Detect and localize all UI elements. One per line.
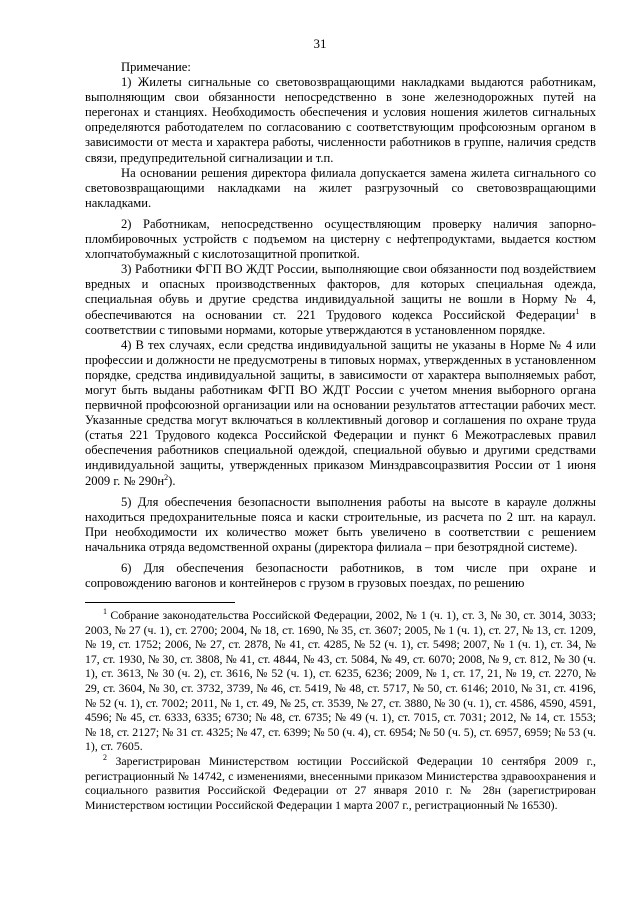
item-text: На основании решения директора филиала допускается замена жилета сигнального со световозвращающими накладками на жилет разгрузочный со световозвращающими накладками. — [85, 165, 596, 210]
page-number: 31 — [313, 36, 327, 51]
note-item-1 — [85, 75, 596, 166]
footnote-2 — [85, 754, 596, 812]
item-number: 6) — [121, 561, 132, 575]
item-text: Для обеспечения безопасности выполнения работы на высоте в карауле должны находиться предохранительные пояса и каски строительные, из расчета по 2 шт. на караул. При необходимости их количество может быть увеличено в соответствии с решением начальника отряда ведомственной охраны (директора филиала – при безотрядной системе). — [85, 494, 596, 554]
footnote-mark: 1 — [103, 607, 107, 617]
note-item-4 — [85, 338, 596, 489]
item-text: Работникам, непосредственно осуществляющим проверку наличия запорно-пломбировочных устройств с подъемом на цистерну с нефтепродуктами, выдается костюм хлопчатобумажный с кислотозащитной пропиткой. — [85, 216, 596, 262]
note-item-3 — [85, 262, 596, 337]
footnote-ref-2[interactable]: 2 — [164, 472, 169, 482]
item-number: 2) — [121, 216, 132, 231]
item-number: 1) — [121, 75, 132, 90]
footnote-text: Собрание законодательства Российской Федерации, 2002, № 1 (ч. 1), ст. 3, № 30, ст. 3014, 3033; 2003, № 27 (ч. 1), ст. 2700; 2004, № 18, ст. 1690, № 35, ст. 3607; 2005, № 1 (ч. 1), ст. 27, № 13, ст. 1209, № 19, ст. 1752; 2006, № 27, ст. 2878, № 41, ст. 4285, № 52 (ч. 1), ст. 5498; 2007, № 1 (ч. 1), ст. 34, № 17, ст. 1930, № 30, ст. 3808, № 41, ст. 4844, № 43, ст. 5084, № 49, ст. 6070; 2008, № 9, ст. 812, № 30 (ч. 1), ст. 3613, № 30 (ч. 2), ст. 3616, № 52 (ч. 1), ст. 6235, 6236; 2009, № 1, ст. 17, 21, № 19, ст. 2270, № 29, ст. 3604, № 30, ст. 3732, 3739, № 46, ст. 5419, № 48, ст. 5717, № 50, ст. 6146; 2010, № 31, ст. 4196, № 52 (ч. 1), ст. 7002; 2011, № 1, ст. 49, № 25, ст. 3539, № 27, ст. 3880, № 30 (ч. 1), ст. 4586, 4590, 4591, 4596; № 45, ст. 6333, 6335; 6730; № 48, ст. 6735; № 49 (ч. 1), ст. 7015, ст. 7031; 2012, № 14, ст. 1553; № 18, ст. 2127; № 31 ст. 4325; № 47, ст. 6399; № 50 (ч. 4), ст. 6954; № 50 (ч. 5), ст. 6957, 6959; № 53 (ч. 1), ст. 7605. — [85, 608, 596, 754]
note-item-6 — [85, 561, 596, 591]
note-item-1-continuation — [85, 166, 596, 211]
footnote-ref-1[interactable]: 1 — [575, 306, 580, 316]
item-number: 4) — [121, 337, 132, 352]
item-text: Жилеты сигнальные со световозвращающими накладками выдаются работникам, выполняющим свои обязанности непосредственно в зоне железнодорожных путей на перегонах и станциях. Необходимость обеспечения и условия ношения жилетов сигнальных определяются работодателем по согласованию с соответствующим профсоюзным органом в зависимости от места и характера работы, численности работников в группе, наличия средств связи, предупредительной сигнализации и т.п. — [85, 75, 596, 165]
footnote-1 — [85, 608, 596, 754]
footnote-mark: 2 — [103, 753, 107, 763]
item-number: 5) — [121, 494, 132, 509]
item-text-tail: в соответствии с типовыми нормами, которые утверждаются в установленном порядке. — [85, 307, 596, 337]
note-title: Примечание: — [121, 60, 191, 74]
footnote-divider — [85, 602, 235, 603]
item-text: Работники ФГП ВО ЖДТ России, выполняющие свои обязанности под воздействием вредных и опасных производственных факторов, для которых специальная одежда, специальная обувь и другие средства индивидуальной защиты не вошли в Норму № 4, обеспечиваются на основании ст. 221 Трудового кодекса Российской Федерации — [85, 262, 596, 322]
item-text: Для обеспечения безопасности работников, в том числе при охране и сопровождению вагонов и контейнеров с грузом в грузовых поездах, по решению — [85, 561, 596, 591]
item-text-tail: ). — [168, 473, 176, 488]
item-text: В тех случаях, если средства индивидуальной защиты не указаны в Норме № 4 или профессии и должности не предусмотрены в типовых нормах, утвержденных в установленном порядке, средства индивидуальной защиты, в зависимости от характера выполняемых работ, могут быть выданы работникам ФГП ВО ЖДТ России с учетом мнения выборного органа первичной профсоюзной организации или на основании результатов аттестации рабочих мест. Указанные средства могут включаться в коллективный договор и соглашения по охране труда (статья 221 Трудового кодекса Российской Федерации и пункт 6 Межотраслевых правил обеспечения работников специальной одеждой, специальной обувью и другими средствами индивидуальной защиты, утвержденных приказом Минздравсоцразвития России от 1 июня 2009 г. № 290н — [85, 337, 596, 488]
note-body — [85, 60, 596, 591]
footnotes — [85, 608, 596, 812]
note-item-2 — [85, 217, 596, 262]
item-number: 3) — [121, 262, 132, 277]
footnote-text: Зарегистрирован Министерством юстиции Российской Федерации 10 сентября 2009 г., регистрационный № 14742, с изменениями, внесенными приказом Министерства здравоохранения и социального развития Российской Федерации от 27 января 2010 г. № 28н (зарегистрирован Министерством юстиции Российской Федерации 1 марта 2007 г., регистрационный № 16530). — [85, 753, 597, 812]
note-item-5 — [85, 495, 596, 555]
